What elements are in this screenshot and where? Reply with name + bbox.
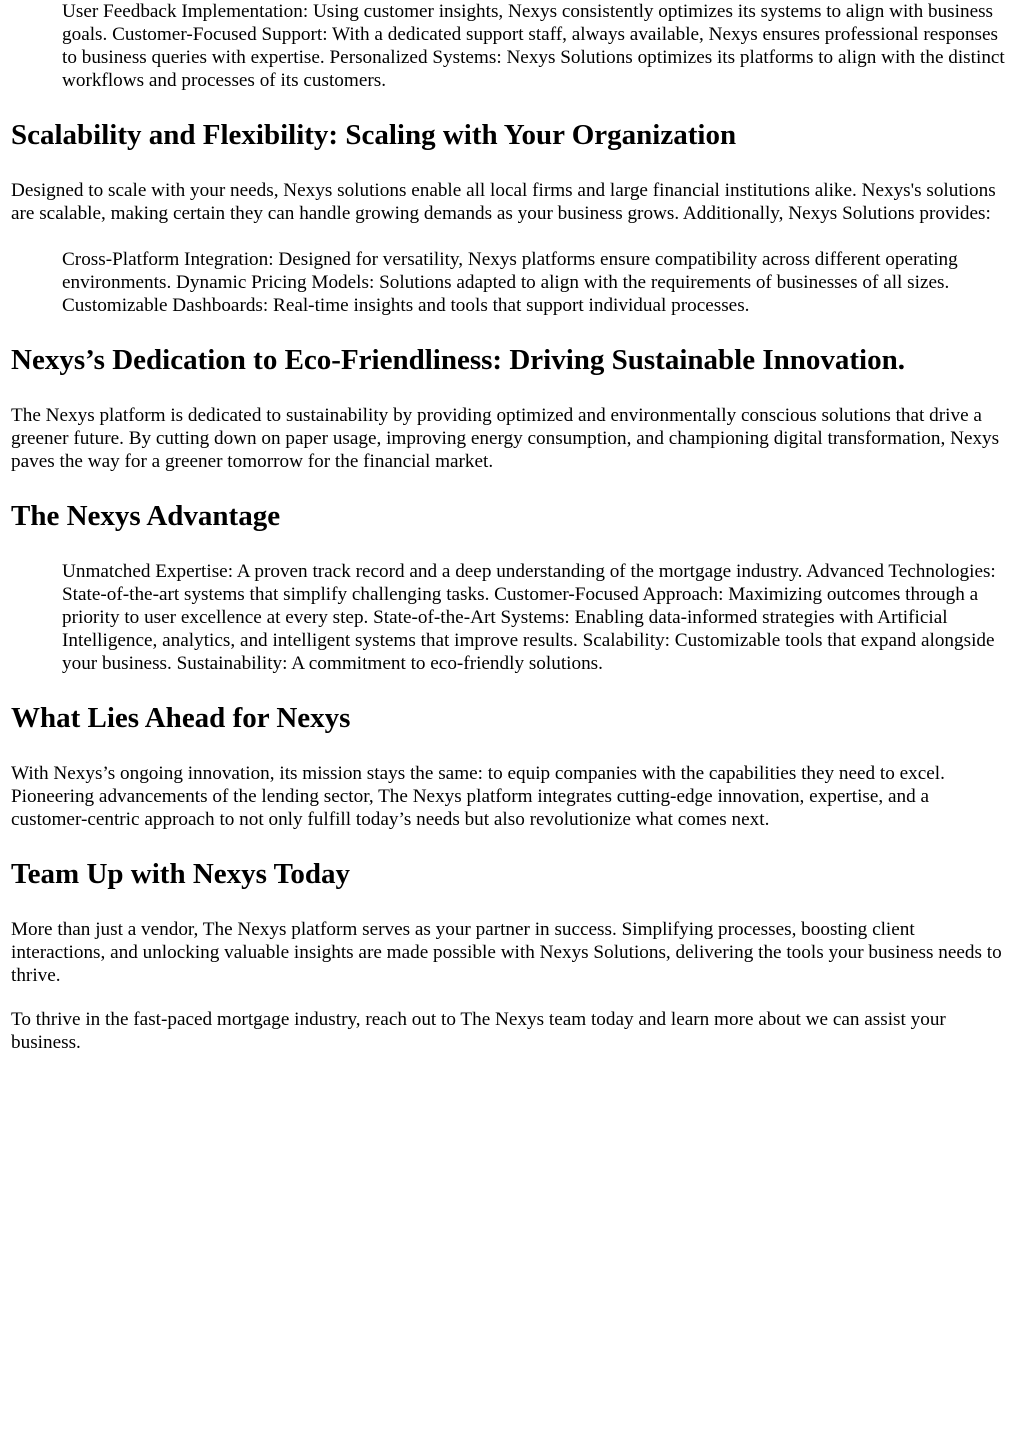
eco-paragraph: The Nexys platform is dedicated to sustainability by providing optimized and environmentally conscious solutions that drive a greener future. By cutting down on paper usage, improving energy consumption, and championing digital transformation, Nexys paves the way for a greener tomorrow for the financial market. <box>11 405 1000 472</box>
team-heading: Team Up with Nexys Today <box>11 858 350 890</box>
team-paragraph-2: To thrive in the fast-paced mortgage industry, reach out to The Nexys team today and learn more about we can assist your business. <box>11 1009 946 1053</box>
ahead-paragraph: With Nexys’s ongoing innovation, its mission stays the same: to equip companies with the capabilities they need to excel. Pioneering advancements of the lending sector, The Nexys platform integrates cutting-edge innovation, expertise, and a customer-centric approach to not only fulfill today’s needs but also revolutionize what comes next. <box>11 763 945 830</box>
intro-quote: User Feedback Implementation: Using customer insights, Nexys consistently optimizes its systems to align with business goals. Customer-Focused Support: With a dedicated support staff, always available, Nexys ensures professional responses to business queries with expertise. Personalized Systems: Nexys Solutions optimizes its platforms to align with the distinct workflows and processes of its customers. <box>62 1 1005 91</box>
team-paragraph-1: More than just a vendor, The Nexys platform serves as your partner in success. Simplifying processes, boosting client interactions, and unlocking valuable insights are made possible with Nexys Solutions, delivering the tools your business needs to thrive. <box>11 919 1002 986</box>
ahead-heading: What Lies Ahead for Nexys <box>11 702 351 734</box>
advantage-heading: The Nexys Advantage <box>11 500 281 532</box>
scalability-heading: Scalability and Flexibility: Scaling with Your Organization <box>11 119 737 151</box>
eco-heading: Nexys’s Dedication to Eco-Friendliness: Driving Sustainable Innovation. <box>11 344 905 376</box>
scalability-quote: Cross-Platform Integration: Designed for versatility, Nexys platforms ensure compatibility across different operating environments. Dynamic Pricing Models: Solutions adapted to align with the requirements of businesses of all sizes. Customizable Dashboards: Real-time insights and tools that support individual processes. <box>62 249 958 316</box>
scalability-paragraph: Designed to scale with your needs, Nexys solutions enable all local firms and large financial institutions alike. Nexys's solutions are scalable, making certain they can handle growing demands as your business grows. Additionally, Nexys Solutions provides: <box>11 180 996 224</box>
advantage-quote: Unmatched Expertise: A proven track record and a deep understanding of the mortgage industry. Advanced Technologies: State-of-the-art systems that simplify challenging tasks. Customer-Focused Approach: Maximizing outcomes through a priority to user excellence at every step. State-of-the-Art Systems: Enabling data-informed strategies with Artificial Intelligence, analytics, and intelligent systems that improve results. Scalability: Customizable tools that expand alongside your business. Sustainability: A commitment to eco-friendly solutions. <box>62 561 996 674</box>
